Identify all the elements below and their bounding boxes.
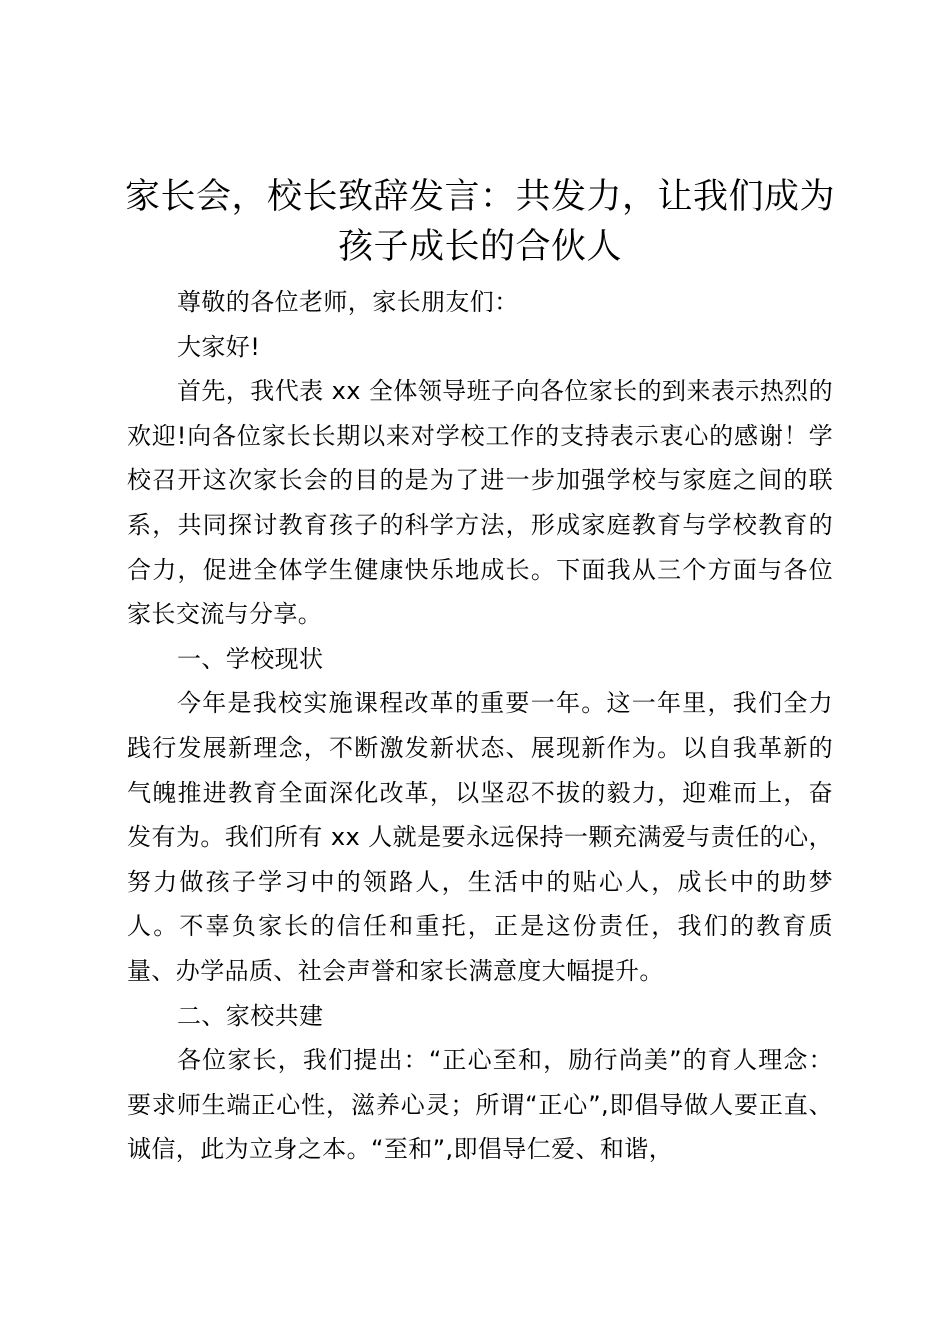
greeting: 大家好! (177, 332, 261, 361)
title-line-1: 家长会，校长致辞发言：共发力，让我们成为 (124, 177, 835, 217)
document-title (110, 172, 850, 272)
document-body (127, 280, 833, 1172)
paragraph-section-1: 今年是我校实施课程改革的重要一年。这一年里，我们全力践行发展新理念，不断激发新状态、展现新作为。以自我革新的气魄推进教育全面深化改革，以坚忍不拔的毅力，迎难而上，奋发有为。我们所有 xx 人就是要永远保持一颗充满爱与责任的心，努力做孩子学习中的领路人，生活中的贴心人，成长中的助梦人。不辜负家长的信任和重托，正是这份责任，我们的教育质量、办学品质、社会声誉和家长满意度大幅提升。 (127, 689, 833, 985)
section-heading-1: 一、学校现状 (177, 644, 324, 673)
paragraph-intro: 首先，我代表 xx 全体领导班子向各位家长的到来表示热烈的欢迎!向各位家长长期以来对学校工作的支持表示衷心的感谢！学校召开这次家长会的目的是为了进一步加强学校与家庭之间的联系，共同探讨教育孩子的科学方法，形成家庭教育与学校教育的合力，促进全体学生健康快乐地成长。下面我从三个方面与各位家长交流与分享。 (127, 377, 833, 629)
title-line-2: 孩子成长的合伙人 (337, 227, 622, 267)
section-heading-2: 二、家校共建 (177, 1001, 324, 1030)
salutation: 尊敬的各位老师，家长朋友们： (177, 288, 519, 316)
paragraph-section-2: 各位家长，我们提出：“正心至和，励行尚美”的育人理念：要求师生端正心性，滋养心灵；所谓“正心”,即倡导做人要正直、诚信，此为立身之本。“至和”,即倡导仁爱、和谐， (127, 1046, 833, 1164)
